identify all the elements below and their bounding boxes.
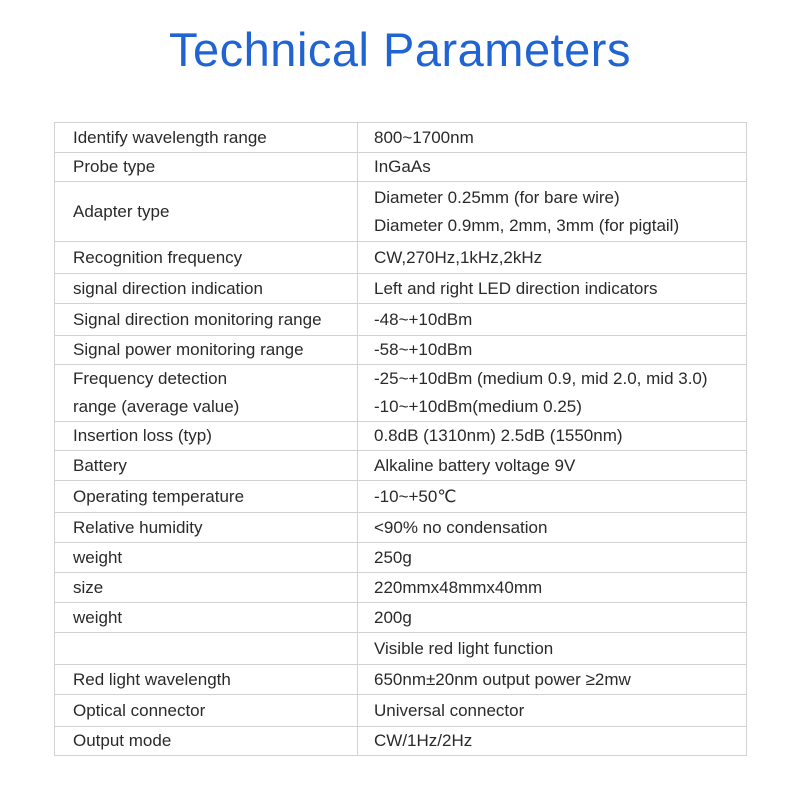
parameter-name: Signal power monitoring range [73,340,304,359]
table-row [55,274,747,304]
table-row [55,665,747,695]
parameter-name: Output mode [73,731,172,750]
parameter-value: Universal connector [374,700,525,720]
parameter-value-cell [358,123,747,153]
parameter-name-cell [55,543,358,573]
parameter-value-cell [358,242,747,274]
table-row [55,304,747,336]
parameter-name: size [73,577,104,597]
table-row [55,242,747,274]
parameter-value: <90% no condensation [374,517,548,537]
parameter-value-cell [358,665,747,695]
parameter-name-cell [55,451,358,481]
parameter-value-cell [358,274,747,304]
parameter-value: -58~+10dBm [374,340,473,359]
parameter-value-cell [358,695,747,727]
parameter-name-cell [55,242,358,274]
parameter-value-cell [358,603,747,633]
parameter-name: range (average value) [73,397,240,416]
table-row [55,336,747,365]
parameter-value-cell [358,513,747,543]
table-row [55,603,747,633]
parameter-value-cell [358,153,747,182]
table-row [55,422,747,451]
parameter-name: weight [73,547,123,567]
parameter-value-cell [358,573,747,603]
parameter-value-cell [358,633,747,665]
parameter-value: -48~+10dBm [374,309,473,329]
table-row [55,365,747,422]
parameter-name-cell [55,695,358,727]
table-row [55,481,747,513]
table-row [55,153,747,182]
parameter-value: CW,270Hz,1kHz,2kHz [374,247,543,267]
table-row [55,573,747,603]
parameter-value-cell [358,304,747,336]
parameter-value: 220mmx48mmx40mm [374,577,543,597]
parameter-value: Diameter 0.25mm (for bare wire) [374,187,620,207]
parameter-value: CW/1Hz/2Hz [374,731,473,750]
parameter-value: 250g [374,547,412,567]
parameters-table [54,122,747,756]
parameter-name-cell [55,727,358,756]
parameter-name: Probe type [73,157,156,176]
parameter-name: Frequency detection [73,369,228,388]
table-row [55,633,747,665]
parameter-name: Optical connector [73,700,206,720]
table-row [55,451,747,481]
parameter-value: Diameter 0.9mm, 2mm, 3mm (for pigtail) [374,215,680,235]
parameter-name: Battery [73,455,127,475]
table-row [55,513,747,543]
page-title: Technical Parameters [169,23,631,76]
parameter-value-cell [358,336,747,365]
parameter-name: signal direction indication [73,278,263,298]
parameter-name-cell [55,365,358,422]
table-row [55,695,747,727]
parameter-value-cell [358,422,747,451]
parameter-name: Insertion loss (typ) [73,426,212,445]
parameter-value: Visible red light function [374,638,554,658]
parameter-name: Adapter type [73,201,170,221]
parameter-name: Identify wavelength range [73,127,267,147]
parameter-value: 200g [374,607,412,627]
parameters-table-body [55,123,747,756]
parameter-name: Relative humidity [73,517,203,537]
parameter-value-cell [358,481,747,513]
parameter-value: 650nm±20nm output power ≥2mw [374,669,631,689]
parameter-value-cell [358,543,747,573]
parameter-value: InGaAs [374,157,431,176]
parameter-name-cell [55,274,358,304]
parameter-name: Red light wavelength [73,669,231,689]
parameter-name-cell [55,513,358,543]
parameter-name-cell [55,603,358,633]
parameter-value: -10~+10dBm(medium 0.25) [374,397,582,416]
parameter-name-cell [55,665,358,695]
parameter-value-cell [358,727,747,756]
parameter-value: 800~1700nm [374,127,474,147]
table-row [55,543,747,573]
parameter-value-cell [358,182,747,242]
table-row [55,123,747,153]
parameter-name-cell [55,573,358,603]
parameter-value: Left and right LED direction indicators [374,278,658,298]
parameter-name: Signal direction monitoring range [73,309,322,329]
parameter-name-cell [55,182,358,242]
parameter-name: weight [73,607,123,627]
parameter-name-cell [55,153,358,182]
parameter-value: Alkaline battery voltage 9V [374,455,576,475]
parameter-name: Recognition frequency [73,247,243,267]
parameter-name: Operating temperature [73,486,245,506]
parameter-value-cell [358,451,747,481]
parameter-name-cell [55,336,358,365]
table-row [55,182,747,242]
parameter-name-cell [55,633,358,665]
parameter-name-cell [55,123,358,153]
parameter-value: 0.8dB (1310nm) 2.5dB (1550nm) [374,426,623,445]
parameter-value-cell [358,365,747,422]
parameter-value: -10~+50℃ [374,486,457,506]
table-row [55,727,747,756]
parameter-value: -25~+10dBm (medium 0.9, mid 2.0, mid 3.0) [374,369,708,388]
parameter-name-cell [55,422,358,451]
parameter-name-cell [55,481,358,513]
parameter-name-cell [55,304,358,336]
